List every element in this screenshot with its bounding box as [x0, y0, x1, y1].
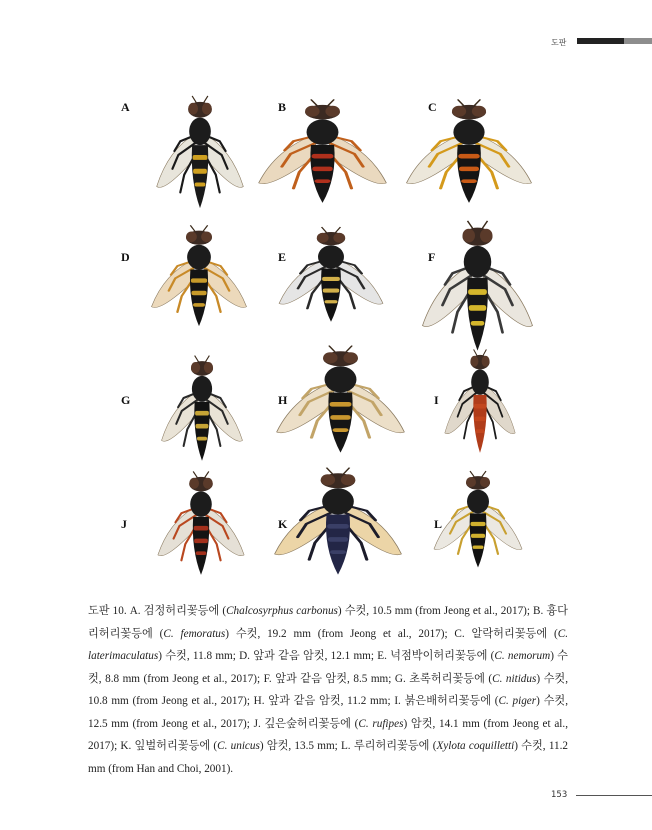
- panel-letter-h: H: [278, 393, 288, 407]
- caption-species-name: C. nitidus: [492, 672, 537, 685]
- specimen-image-l: [428, 466, 528, 576]
- caption-species-name: C. piger: [498, 695, 537, 707]
- caption-text: ) 암컷, 14.1 mm (from Jeong et al., 2017); K. 잎벌허리꽃등에 (: [88, 717, 568, 752]
- caption-text: ) 수컷, 12.5 mm (from Jeong et al., 2017); J. 깊은숲허리꽃등에 (: [88, 695, 569, 730]
- specimen-image-d: [145, 220, 253, 335]
- caption-species-name: Chalcosyrphus carbonus: [226, 605, 338, 617]
- caption-species-name: C. laterimaculatus: [88, 627, 568, 662]
- caption-species-name: Xylota coquilletti: [436, 740, 515, 752]
- caption-text: ) 수컷, 10.5 mm (from Jeong et al., 2017); B. 흉다리허리꽃등에 (: [88, 605, 568, 640]
- specimen-image-e: [272, 222, 390, 330]
- page-number: 153: [551, 790, 568, 800]
- panel-letter-e: E: [278, 250, 287, 264]
- specimen-image-g: [156, 350, 248, 470]
- caption-species-name: C. femoratus: [163, 627, 226, 640]
- panel-letter-f: F: [428, 250, 436, 264]
- specimen-image-i: [440, 344, 520, 462]
- panel-letter-a: A: [121, 100, 130, 114]
- panel-letter-j: J: [121, 517, 127, 531]
- caption-species-name: C. rufipes: [358, 717, 404, 730]
- footer-rule: [576, 795, 652, 796]
- caption-species-name: C. nemorum: [494, 650, 551, 662]
- caption-text: ) 수컷, 19.2 mm (from Jeong et al., 2017); C. 알락허리꽃등에 (: [225, 627, 558, 640]
- caption-text: ) 수컷, 10.8 mm (from Jeong et al., 2017); H. 앞과 같음 암컷, 11.2 mm; I. 붉은배허리꽃등에 (: [88, 672, 569, 707]
- caption-text: ) 수컷, 8.8 mm (from Jeong et al., 2017); F. 앞과 같음 암컷, 8.5 mm; G. 초록허리꽃등에 (: [88, 650, 568, 685]
- section-label: 도판: [551, 38, 567, 47]
- header-bar: [577, 38, 624, 44]
- panel-letter-d: D: [121, 250, 130, 264]
- specimen-image-b: [250, 94, 395, 212]
- header-bar-accent: [624, 38, 652, 44]
- plate-caption: [88, 600, 568, 780]
- panel-letter-i: I: [434, 393, 439, 407]
- specimen-image-f: [415, 214, 540, 362]
- specimen-image-h: [268, 340, 413, 462]
- specimen-image-k: [266, 462, 410, 584]
- panel-letter-k: K: [278, 517, 288, 531]
- specimen-image-c: [398, 94, 540, 212]
- panel-letter-l: L: [434, 517, 443, 531]
- caption-text: 도판 10. A. 검정허리꽃등에 (: [88, 605, 227, 617]
- caption-text: ) 암컷, 13.5 mm; L. 루리허리꽃등에 (: [259, 740, 437, 752]
- caption-species-name: C. unicus: [217, 740, 260, 752]
- panel-letter-b: B: [278, 100, 287, 114]
- specimen-image-j: [152, 466, 250, 584]
- caption-text: ) 수컷, 11.8 mm; D. 앞과 같음 암컷, 12.1 mm; E. 넉점박이허리꽃등에 (: [158, 650, 495, 662]
- specimen-image-a: [150, 90, 250, 218]
- caption-text: ) 수컷, 11.2 mm (from Han and Choi, 2001).: [88, 740, 568, 775]
- panel-letter-g: G: [121, 393, 131, 407]
- panel-letter-c: C: [428, 100, 437, 114]
